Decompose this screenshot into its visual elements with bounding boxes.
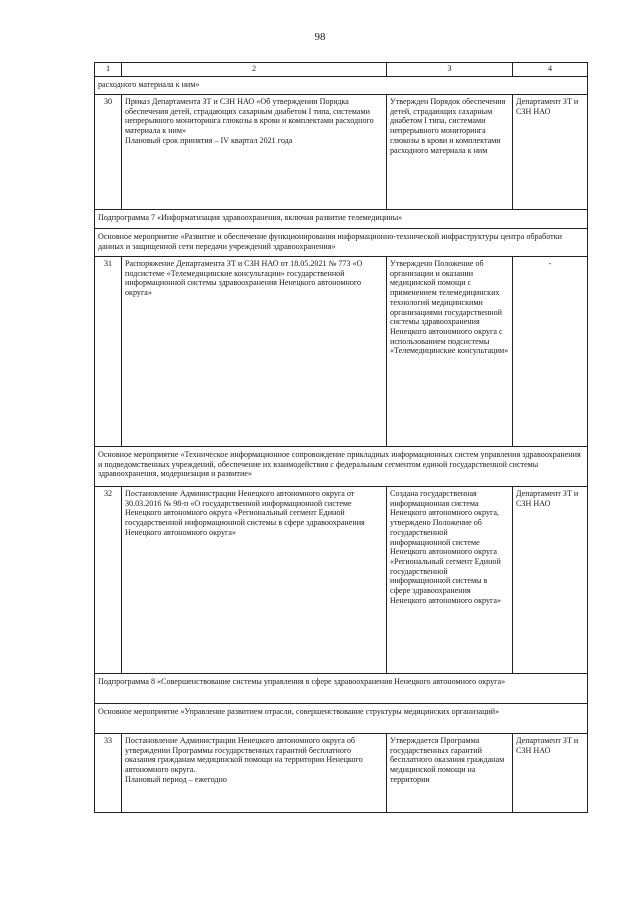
table-row [95, 257, 588, 447]
measure-action: Распоряжение Департамента ЗТ и СЗН НАО от 18.05.2021 № 773 «О подсистеме «Телемедицинские консультации» государственной информационной системы здравоохранения Ненецкого автономного округа» [122, 257, 387, 447]
col-number-3: 3 [387, 63, 513, 77]
col-number-1: 1 [95, 63, 122, 77]
measures-table [94, 62, 588, 813]
measure-result: Создана государственная информационная система Ненецкого автономного округа, утверждено Положение об государственной информационной системе Ненецкого автономного округа «Региональный сегмент Единой государственной информационной системы в сфере здравоохранения Ненецкого автономного округа» [387, 487, 513, 674]
row-number: 30 [95, 95, 122, 210]
subprogram-row [95, 674, 588, 704]
main-activity-title: Основное мероприятие «Развитие и обеспечение функционирования информационно-технической инфраструктуры центра обработки данных и защищенной сети передачи учреждений здравоохранения» [95, 229, 588, 257]
measure-action: Приказ Департамента ЗТ и СЗН НАО «Об утверждении Порядка обеспечения детей, страдающих сахарным диабетом I типа, системами непрерывного мониторинга глюкозы в крови и комплектами расходного материала к ним» Плановый срок принятия – IV квартал 2021 года [122, 95, 387, 210]
row-number: 31 [95, 257, 122, 447]
main-activity-row [95, 447, 588, 487]
continuation-text: расходного материала к ним» [95, 77, 588, 95]
main-activity-title: Основное мероприятие «Техническое информационное сопровождение прикладных информационных систем управления здравоохранения и подведомственных учреждений, обеспечение их взаимодействия с федеральным сегментом единой государственной системы здравоохранения, модернизация и развитие» [95, 447, 588, 487]
subprogram-row [95, 210, 588, 229]
measure-executor: - [513, 257, 588, 447]
measure-executor: Департамент ЗТ и СЗН НАО [513, 734, 588, 813]
table-row [95, 734, 588, 813]
col-number-2: 2 [122, 63, 387, 77]
measure-executor: Департамент ЗТ и СЗН НАО [513, 487, 588, 674]
main-activity-row [95, 229, 588, 257]
col-number-4: 4 [513, 63, 588, 77]
table-row [95, 487, 588, 674]
row-number: 32 [95, 487, 122, 674]
main-activity-row [95, 704, 588, 734]
measure-executor: Департамент ЗТ и СЗН НАО [513, 95, 588, 210]
page-number: 98 [314, 31, 326, 43]
measure-action: Постановление Администрации Ненецкого автономного округа об утверждении Программы государственных гарантий бесплатного оказания гражданам медицинской помощи на территории Ненецкого автономного округа. Плановый период – ежегодно [122, 734, 387, 813]
measure-result: Утвержден Порядок обеспечения детей, страдающих сахарным диабетом I типа, системами непрерывного мониторинга глюкозы в крови и комплектами расходного материала к ним [387, 95, 513, 210]
subprogram-title: Подпрограмма 8 «Совершенствование системы управления в сфере здравоохранения Ненецкого автономного округа» [95, 674, 588, 704]
measure-action: Постановление Администрации Ненецкого автономного округа от 30.03.2016 № 98-п «О государственной информационной системе Ненецкого автономного округа «Региональный сегмент Единой государственной информационной системы в сфере здравоохранения Ненецкого автономного округа» [122, 487, 387, 674]
measure-result: Утверждено Положение об организации и оказании медицинской помощи с применением телемедицинских технологий медицинскими организациями государственной системы здравоохранения Ненецкого автономного округа с использованием подсистемы «Телемедицинские консультации» [387, 257, 513, 447]
continuation-row [95, 77, 588, 95]
row-number: 33 [95, 734, 122, 813]
main-activity-title: Основное мероприятие «Управление развитием отрасли, совершенствование структуры медицинских организаций» [95, 704, 588, 734]
subprogram-title: Подпрограмма 7 «Информатизация здравоохранения, включая развитие телемедицины» [95, 210, 588, 229]
measure-result: Утверждается Программа государственных гарантий бесплатного оказания гражданам медицинской помощи на территории [387, 734, 513, 813]
column-number-row [95, 63, 588, 77]
table-row [95, 95, 588, 210]
